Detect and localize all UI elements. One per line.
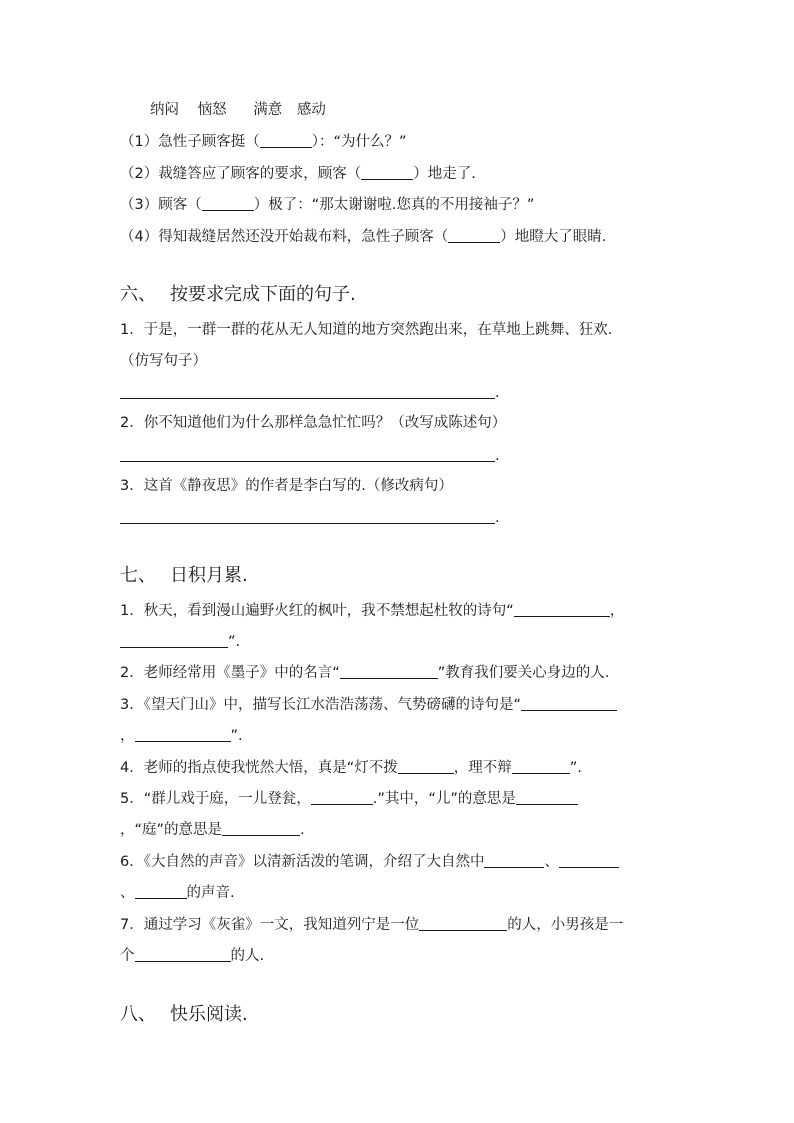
fill-item-text: .”其中，“儿”的意思是 bbox=[372, 791, 516, 807]
answer-blank[interactable] bbox=[521, 695, 617, 711]
fill-item bbox=[120, 663, 609, 683]
fill-item bbox=[120, 695, 617, 715]
fill-item bbox=[120, 758, 582, 778]
answer-blank[interactable] bbox=[120, 632, 228, 648]
answer-line[interactable] bbox=[120, 523, 495, 524]
word-bank-item: 恼怒 bbox=[197, 102, 227, 118]
fill-item-text: 1．秋天，看到漫山遍野火红的枫叶，我不禁想起杜牧的诗句“ bbox=[120, 603, 514, 619]
word-bank-item: 满意 bbox=[253, 102, 283, 118]
answer-blank[interactable] bbox=[260, 132, 312, 148]
word-bank bbox=[150, 100, 326, 120]
fill-item bbox=[120, 820, 305, 840]
answer-period: . bbox=[495, 448, 500, 464]
section-heading bbox=[120, 283, 356, 307]
fill-item-text: （3）顾客（ bbox=[120, 197, 202, 213]
fill-item-text: 7．通过学习《灰雀》一文，我知道列宁是一位 bbox=[120, 917, 420, 933]
question-text: （仿写句子） bbox=[120, 353, 207, 369]
fill-item-text: 、 bbox=[544, 854, 559, 870]
fill-item-text: （1）急性子顾客挺（ bbox=[120, 134, 260, 150]
fill-item-text: ， bbox=[609, 603, 625, 619]
fill-item-text: ”教育我们要关心身边的人. bbox=[437, 665, 610, 681]
fill-item bbox=[120, 632, 240, 652]
fill-item-text: ”. bbox=[230, 728, 243, 744]
answer-blank[interactable] bbox=[448, 227, 500, 243]
fill-item-text: ）极了：“那太谢谢啦.您真的不用接袖子？” bbox=[253, 197, 535, 213]
section-title: 按要求完成下面的句子. bbox=[170, 284, 356, 305]
fill-item bbox=[120, 132, 407, 152]
word-bank-item: 感动 bbox=[296, 102, 326, 118]
fill-item-text: 2．老师经常用《墨子》中的名言“ bbox=[120, 665, 340, 681]
fill-item bbox=[120, 789, 578, 809]
fill-item bbox=[120, 164, 476, 184]
fill-item-text: 的人，小男孩是一 bbox=[507, 917, 624, 933]
answer-line[interactable] bbox=[120, 461, 495, 462]
fill-item-text: ，理不辩 bbox=[453, 760, 512, 776]
fill-item-text: 、 bbox=[120, 885, 135, 901]
fill-item-text: ， bbox=[120, 728, 135, 744]
fill-item-text: ）：“为什么？” bbox=[311, 134, 407, 150]
section-heading bbox=[120, 1003, 248, 1027]
fill-item-text: 个 bbox=[120, 948, 135, 964]
fill-item-text: ”. bbox=[228, 634, 241, 650]
fill-item-text: ）地走了. bbox=[413, 166, 476, 182]
section-number: 八、 bbox=[120, 1004, 156, 1025]
fill-item bbox=[120, 726, 243, 746]
fill-item-text: 4．老师的指点使我恍然大悟，真是“灯不拨 bbox=[120, 760, 398, 776]
fill-item-text: 6．《大自然的声音》以清新活泼的笔调，介绍了大自然中 bbox=[120, 854, 485, 870]
answer-blank[interactable] bbox=[419, 915, 507, 931]
fill-item-text: ，“庭”的意思是 bbox=[120, 822, 223, 838]
section-heading bbox=[120, 564, 248, 588]
answer-blank[interactable] bbox=[512, 758, 570, 774]
section-number: 七、 bbox=[120, 565, 156, 586]
answer-blank[interactable] bbox=[202, 195, 254, 211]
fill-item-text: （2）裁缝答应了顾客的要求，顾客（ bbox=[120, 166, 362, 182]
answer-blank[interactable] bbox=[361, 164, 413, 180]
fill-item-text: 3．《望天门山》中，描写长江水浩浩荡荡、气势磅礴的诗句是“ bbox=[120, 697, 521, 713]
fill-item-text: . bbox=[300, 822, 305, 838]
answer-blank[interactable] bbox=[484, 852, 544, 868]
fill-item-text: ”. bbox=[569, 760, 582, 776]
question-text: 2．你不知道他们为什么那样急急忙忙吗？（改写成陈述句） bbox=[120, 415, 507, 431]
section-title: 日积月累. bbox=[170, 565, 248, 586]
answer-blank[interactable] bbox=[135, 883, 187, 899]
answer-blank[interactable] bbox=[398, 758, 454, 774]
section-number: 六、 bbox=[120, 284, 156, 305]
answer-blank[interactable] bbox=[340, 663, 438, 679]
answer-blank[interactable] bbox=[559, 852, 619, 868]
fill-item bbox=[120, 227, 606, 247]
answer-blank[interactable] bbox=[222, 820, 300, 836]
answer-blank[interactable] bbox=[514, 601, 610, 617]
section-title: 快乐阅读. bbox=[170, 1004, 248, 1025]
fill-item bbox=[120, 852, 619, 872]
answer-line[interactable] bbox=[120, 398, 495, 399]
word-bank-item: 纳闷 bbox=[150, 102, 179, 118]
answer-period: . bbox=[495, 385, 500, 401]
answer-blank[interactable] bbox=[135, 946, 231, 962]
question-text: 1．于是，一群一群的花从无人知道的地方突然跑出来，在草地上跳舞、狂欢. bbox=[120, 322, 613, 338]
question-text: 3．这首《静夜思》的作者是李白写的.（修改病句） bbox=[120, 478, 453, 494]
fill-item bbox=[120, 915, 623, 935]
fill-item bbox=[120, 195, 534, 215]
answer-blank[interactable] bbox=[311, 789, 373, 805]
answer-blank[interactable] bbox=[135, 726, 231, 742]
answer-period: . bbox=[495, 510, 500, 526]
fill-item bbox=[120, 946, 264, 966]
fill-item-text: 的声音. bbox=[186, 885, 235, 901]
fill-item-text: 的人. bbox=[230, 948, 265, 964]
fill-item-text: ）地瞪大了眼睛. bbox=[500, 229, 607, 245]
answer-blank[interactable] bbox=[516, 789, 578, 805]
fill-item bbox=[120, 601, 624, 621]
fill-item-text: 5．“群儿戏于庭，一儿登瓮， bbox=[120, 791, 311, 807]
fill-item bbox=[120, 883, 235, 903]
fill-item-text: （4）得知裁缝居然还没开始裁布料，急性子顾客（ bbox=[120, 229, 449, 245]
